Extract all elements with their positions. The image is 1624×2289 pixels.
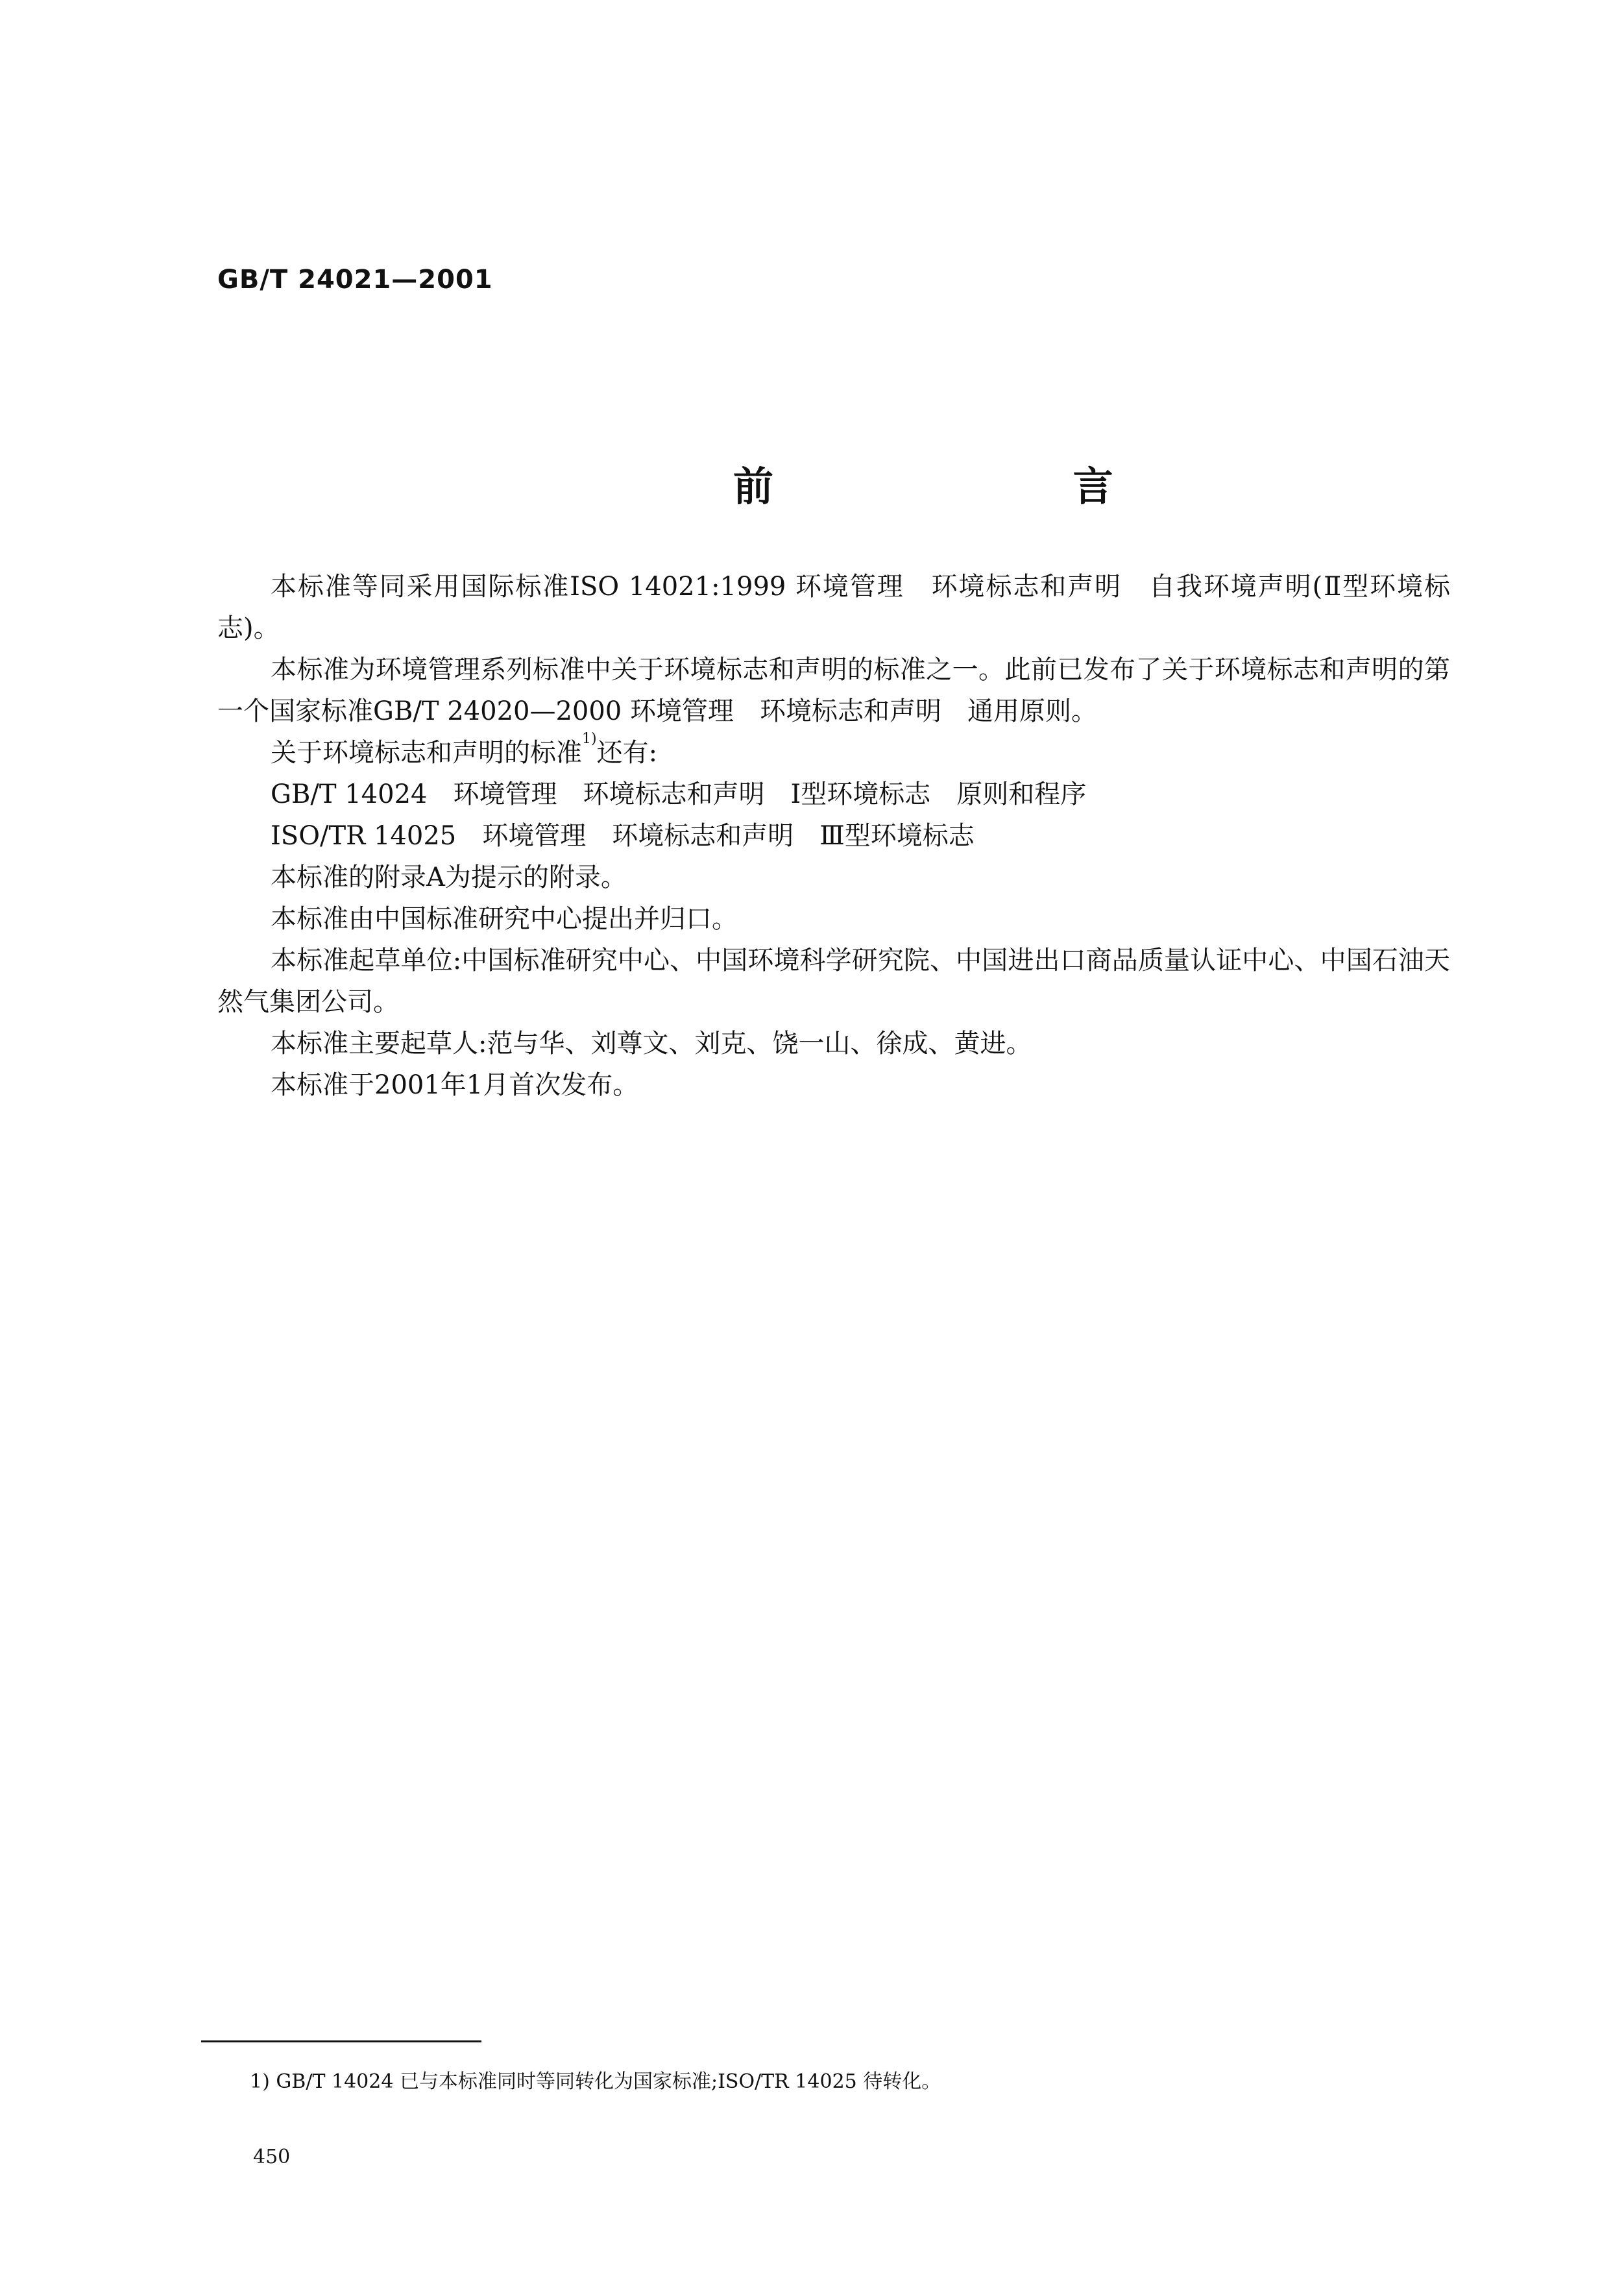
standard-code: GB/T 24021—2001 <box>217 265 493 295</box>
related-standard-item: GB/T 14024 环境管理 环境标志和声明 Ⅰ型环境标志 原则和程序 <box>271 779 1087 809</box>
page-title: 前 言 <box>733 463 1256 510</box>
paragraph-appendix: 本标准的附录A为提示的附录。 <box>271 863 627 892</box>
related-intro-text: 关于环境标志和声明的标准 <box>271 738 582 768</box>
paragraph-related-intro <box>217 732 1450 774</box>
related-standard-item: ISO/TR 14025 环境管理 环境标志和声明 Ⅲ型环境标志 <box>271 821 975 851</box>
paragraph-release: 本标准于2001年1月首次发布。 <box>271 1070 639 1100</box>
page-number: 450 <box>253 2146 291 2168</box>
paragraph-drafting-units: 本标准起草单位:中国标准研究中心、中国环境科学研究院、中国进出口商品质量认证中心、中国石油天然气集团公司。 <box>217 946 1450 1017</box>
footnote-marker: 1) <box>582 731 597 747</box>
footnote: 1) GB/T 14024 已与本标准同时等同转化为国家标准;ISO/TR 14025 待转化。 <box>250 2070 941 2093</box>
paragraph-proposer: 本标准由中国标准研究中心提出并归口。 <box>271 904 738 934</box>
related-intro-suffix: 还有: <box>596 738 658 768</box>
paragraph-series: 本标准为环境管理系列标准中关于环境标志和声明的标准之一。此前已发布了关于环境标志和声明的第一个国家标准GB/T 24020—2000 环境管理 环境标志和声明 通用原则。 <box>217 655 1450 726</box>
paragraph-drafters: 本标准主要起草人:范与华、刘尊文、刘克、饶一山、徐成、黄进。 <box>271 1029 1032 1059</box>
footnote-divider <box>201 2040 481 2042</box>
document-body <box>217 566 1450 1106</box>
paragraph-adoption: 本标准等同采用国际标准ISO 14021:1999 环境管理 环境标志和声明 自我环境声明(Ⅱ型环境标志)。 <box>217 572 1450 643</box>
